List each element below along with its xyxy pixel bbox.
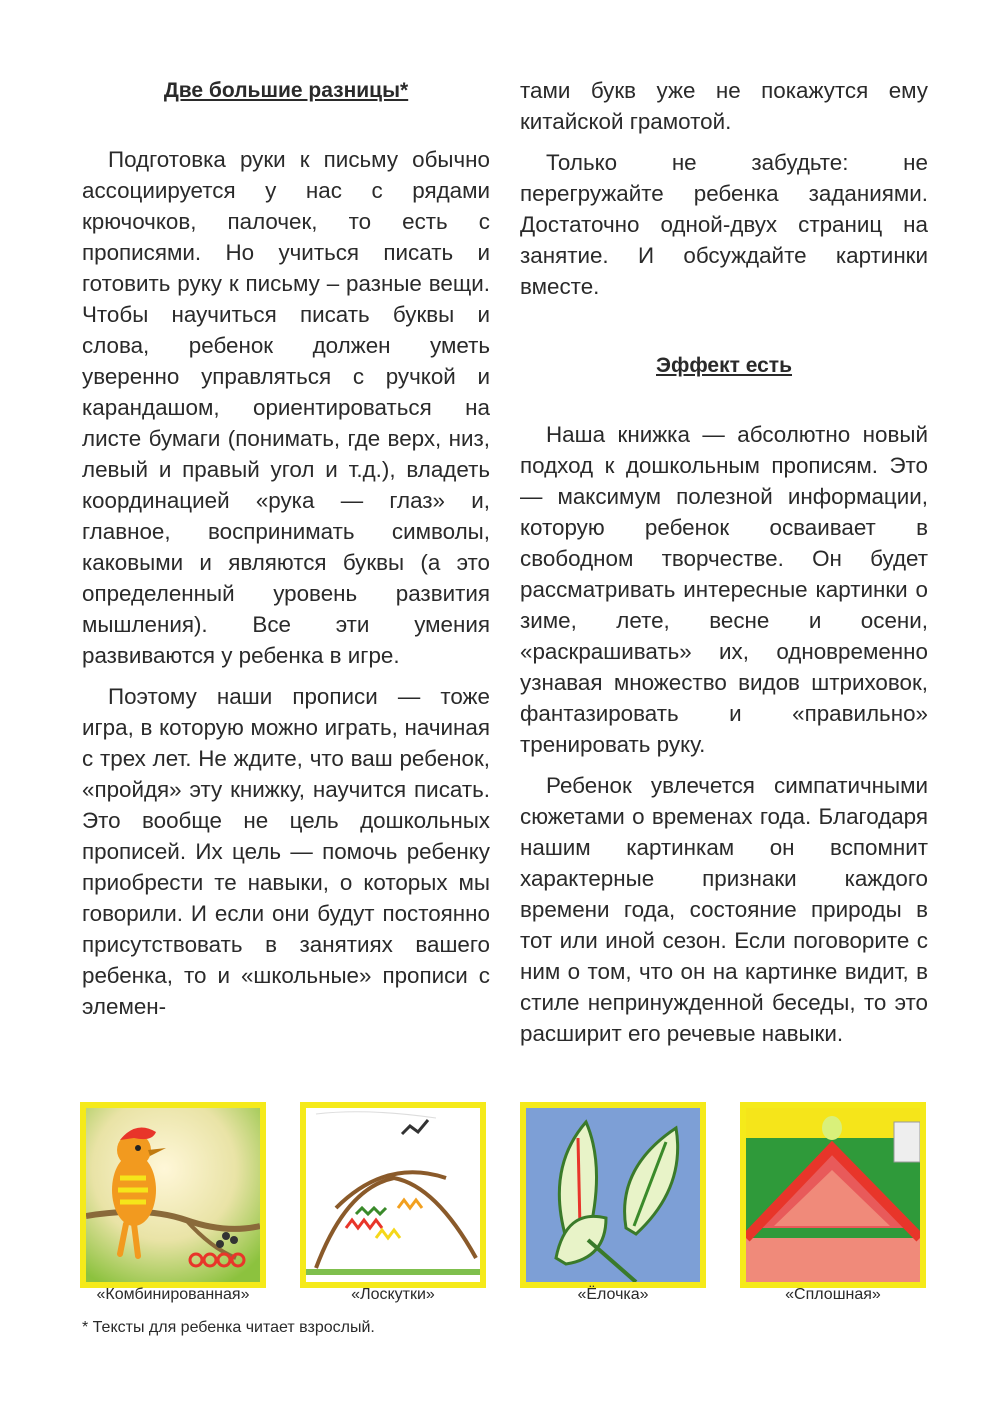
footnote: * Тексты для ребенка читает взрослый. xyxy=(82,1319,375,1336)
heading-two-differences: Две большие разницы* xyxy=(163,79,409,102)
figure-fir xyxy=(520,1102,706,1288)
leaves-icon xyxy=(526,1108,700,1282)
caption-combined: «Комбинированная» xyxy=(96,1286,250,1303)
caption-fir: «Ёлочка» xyxy=(577,1286,649,1303)
paragraph: Наша книжка — абсолютно новый подход к дошкольным прописям. Это — максимум полезной информации, которую ребенок осваивает в свободном творчестве. Он будет рассматривать интересные картинки о зиме, лете, весне и осени, «раскрашивать» их, одновременно узнавая множество видов штриховок, фантазировать и «правильно» тренировать руку. xyxy=(520,422,928,757)
house-roof-icon xyxy=(746,1108,920,1282)
right-column xyxy=(520,75,928,1059)
hill-patchwork-icon xyxy=(306,1108,480,1282)
figure-combined xyxy=(80,1102,266,1288)
left-column xyxy=(82,75,490,1032)
paragraph-continued: тами букв уже не покажутся ему китайской грамотой. xyxy=(520,78,928,134)
paragraph: Подготовка руки к письму обычно ассоциируется у нас с рядами крючочков, палочек, то есть с прописями. Но учиться писать и готовить руку к письму – разные вещи. Чтобы научиться писать буквы и слова, ребенок должен уметь уверенно управляться с ручкой и карандашом, ориентироваться на листе бумаги (понимать, где верх, низ, левый и правый угол и т.д.), владеть координацией «рука — глаз» и, главное, воспринимать символы, каковыми и являются буквы (а это определенный уровень развития мышления). Все эти умения развиваются у ребенка в игре. xyxy=(82,147,490,668)
paragraph: Поэтому наши прописи — тоже игра, в которую можно играть, начиная с трех лет. Не ждите, что ваш ребенок, «пройдя» эту книжку, научится писать. Это вообще не цель дошкольных прописей. Их цель — помочь ребенку приобрести те навыки, о которых мы говорили. И если они будут постоянно присутствовать в занятиях вашего ребенка, то и «школьные» прописи с элемен- xyxy=(82,684,490,1019)
paragraph: Ребенок увлечется симпатичными сюжетами о временах года. Благодаря нашим картинкам он вспомнит характерные признаки каждого времени года, состояние природы в тот или иной сезон. Если поговорите с ним о том, что он на картинке видит, в стиле непринужденной беседы, то это расширит его речевые навыки. xyxy=(520,773,928,1046)
figure-patches xyxy=(300,1102,486,1288)
bird-on-branch-icon xyxy=(86,1108,260,1282)
caption-patches: «Лоскутки» xyxy=(351,1286,435,1303)
heading-effect: Эффект есть xyxy=(656,354,792,377)
paragraph: Только не забудьте: не перегружайте ребенка заданиями. Достаточно одной-двух страниц на занятие. И обсуждайте картинки вместе. xyxy=(520,150,928,299)
figure-solid xyxy=(740,1102,926,1288)
caption-solid: «Сплошная» xyxy=(785,1286,881,1303)
